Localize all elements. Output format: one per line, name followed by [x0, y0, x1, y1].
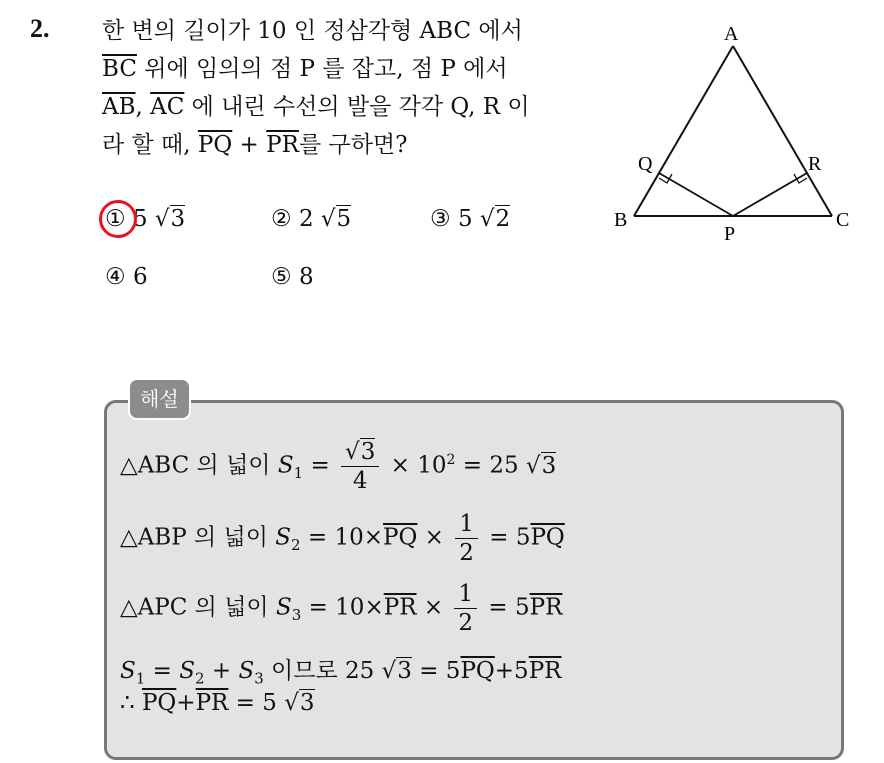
- segment-pq: $\overline{PQ}$: [460, 658, 495, 684]
- choice-3-sqrt: √2: [479, 206, 511, 232]
- segment-pr: $\overline{PR}$: [383, 594, 417, 621]
- s-symbol: S: [275, 594, 292, 621]
- fraction-half: [454, 580, 477, 637]
- question-number: 2.: [30, 14, 50, 43]
- segment-ac: $\overline{AC}$: [150, 94, 185, 120]
- right-angle-mark-r: [794, 174, 807, 183]
- frac-denominator: 4: [352, 468, 368, 494]
- triangle-apc: △APC: [120, 594, 188, 621]
- plus: +: [176, 690, 196, 716]
- perpendicular-pq: [659, 173, 733, 216]
- fraction-root3-over-4: [341, 438, 379, 495]
- s-subscript: 3: [291, 606, 302, 625]
- label-p: P: [724, 223, 736, 245]
- label-r: R: [808, 153, 822, 175]
- right-angle-mark-q: [659, 174, 672, 183]
- question-line-3-text: 에 내린 수선의 발을 각각 Q, R 이: [184, 94, 530, 120]
- sqrt: √3: [381, 658, 412, 684]
- choice-5-value: 8: [298, 264, 314, 290]
- choice-1[interactable]: [105, 206, 185, 232]
- choice-4-value: 6: [132, 264, 148, 290]
- question-line-4-post: 를 구하면?: [298, 132, 408, 158]
- side-ab: [634, 46, 733, 216]
- frac-denominator: 2: [458, 610, 474, 636]
- choice-3[interactable]: [430, 206, 510, 232]
- choice-3-coef: 5: [457, 206, 473, 232]
- frac-numerator: 1: [454, 580, 477, 609]
- label-c: C: [836, 209, 850, 231]
- segment-pq-result: $\overline{PQ}$: [530, 524, 565, 551]
- times: ×: [416, 594, 451, 621]
- question-line-1: 한 변의 길이가 10 인 정삼각형 ABC 에서: [102, 18, 523, 44]
- radicand: 3: [397, 658, 412, 684]
- equals: =: [303, 452, 338, 479]
- plus-five: +5: [494, 658, 529, 684]
- s-symbol: S: [277, 452, 294, 479]
- choice-5-mark: ⑤: [271, 264, 292, 290]
- segment-bc: $\overline{BC}$: [102, 56, 137, 82]
- choice-1-mark: ①: [105, 206, 126, 232]
- choice-2-radicand: 5: [336, 206, 352, 232]
- triangle-figure: [596, 18, 866, 258]
- equals-ten-times: = 10×: [301, 594, 384, 621]
- power: 2: [446, 451, 456, 468]
- choice-3-mark: ③: [430, 206, 451, 232]
- question-line-2: [102, 50, 530, 88]
- triangle-abc: △ABC: [120, 452, 190, 479]
- area-word: 의 넓이: [189, 452, 278, 479]
- choice-4-mark: ④: [105, 264, 126, 290]
- segment-pq: $\overline{PQ}$: [141, 690, 177, 716]
- question-line-4-pre: 라 할 때,: [102, 132, 198, 158]
- result-coef: = 25: [455, 452, 526, 479]
- perpendicular-pr: [733, 173, 807, 216]
- choice-5[interactable]: [271, 264, 314, 290]
- final-sqrt: √3: [284, 690, 315, 716]
- choice-1-radicand: 3: [170, 206, 186, 232]
- result-sqrt: √3: [525, 452, 557, 479]
- solution-line-5: [120, 690, 315, 716]
- numerator-radicand: 3: [360, 439, 376, 465]
- label-b: B: [614, 209, 628, 231]
- segment-pr: $\overline{PR}$: [528, 658, 562, 684]
- frac-denominator: 2: [459, 540, 474, 566]
- s1-subscript: 1: [135, 669, 146, 688]
- result-coef: = 5: [481, 594, 530, 621]
- question-line-4: [102, 126, 530, 164]
- question-line-3: [102, 88, 530, 126]
- equals: =: [145, 658, 180, 684]
- area-word: 의 넓이: [187, 594, 276, 621]
- solution-line-2: [120, 510, 565, 567]
- choice-4[interactable]: [105, 264, 148, 290]
- segment-pr: $\overline{PR}$: [195, 690, 229, 716]
- selected-circle-mark: [99, 200, 137, 238]
- fraction-half: [455, 510, 478, 567]
- s-subscript: 1: [293, 464, 304, 483]
- side-ac: [733, 46, 832, 216]
- frac-numerator: 1: [455, 510, 478, 539]
- comma: ,: [135, 94, 151, 120]
- triangle-abp: △ABP: [120, 524, 187, 551]
- segment-pq: $\overline{PQ}$: [383, 524, 418, 551]
- plus: +: [204, 658, 239, 684]
- choice-2[interactable]: [271, 206, 351, 232]
- solution-line-3: [120, 580, 562, 637]
- question-line-2-text: 위에 임의의 점 P 를 잡고, 점 P 에서: [136, 56, 508, 82]
- choice-2-mark: ②: [271, 206, 292, 232]
- therefore-word: 이므로 25: [263, 658, 382, 684]
- frac-numerator: √3: [341, 438, 379, 467]
- s-subscript: 2: [291, 536, 301, 555]
- segment-pq: $\overline{PQ}$: [197, 132, 233, 158]
- s1-symbol: S: [120, 658, 136, 684]
- label-a: A: [724, 23, 739, 45]
- equals-ten-times: = 10×: [300, 524, 384, 551]
- times: ×: [417, 524, 452, 551]
- equals-five: = 5: [228, 690, 285, 716]
- choice-3-radicand: 2: [495, 206, 511, 232]
- therefore-symbol: ∴: [120, 690, 142, 716]
- s3-symbol: S: [238, 658, 255, 684]
- choice-1-sqrt: √3: [154, 206, 186, 232]
- area-word: 의 넓이: [186, 524, 276, 551]
- choice-2-sqrt: √5: [320, 206, 352, 232]
- result-radicand: 3: [541, 452, 557, 479]
- segment-pr: $\overline{PR}$: [266, 132, 299, 158]
- result-coef: = 5: [481, 524, 531, 551]
- question-text: [102, 12, 530, 164]
- s2-symbol: S: [179, 658, 195, 684]
- choice-2-coef: 2: [298, 206, 314, 232]
- s-symbol: S: [275, 524, 292, 551]
- s3-subscript: 3: [254, 669, 264, 688]
- label-q: Q: [638, 153, 653, 175]
- choice-1-coef: 5: [132, 206, 148, 232]
- times-ten: × 10: [383, 452, 447, 479]
- plus-sign: +: [232, 132, 267, 158]
- equals-five: = 5: [411, 658, 461, 684]
- segment-pr-result: $\overline{PR}$: [529, 594, 563, 621]
- segment-ab: $\overline{AB}$: [102, 94, 136, 120]
- solution-line-1: [120, 438, 556, 495]
- s2-subscript: 2: [194, 669, 205, 688]
- solution-tag: 해설: [128, 378, 191, 420]
- final-radicand: 3: [299, 690, 315, 716]
- solution-line-4: [120, 652, 561, 688]
